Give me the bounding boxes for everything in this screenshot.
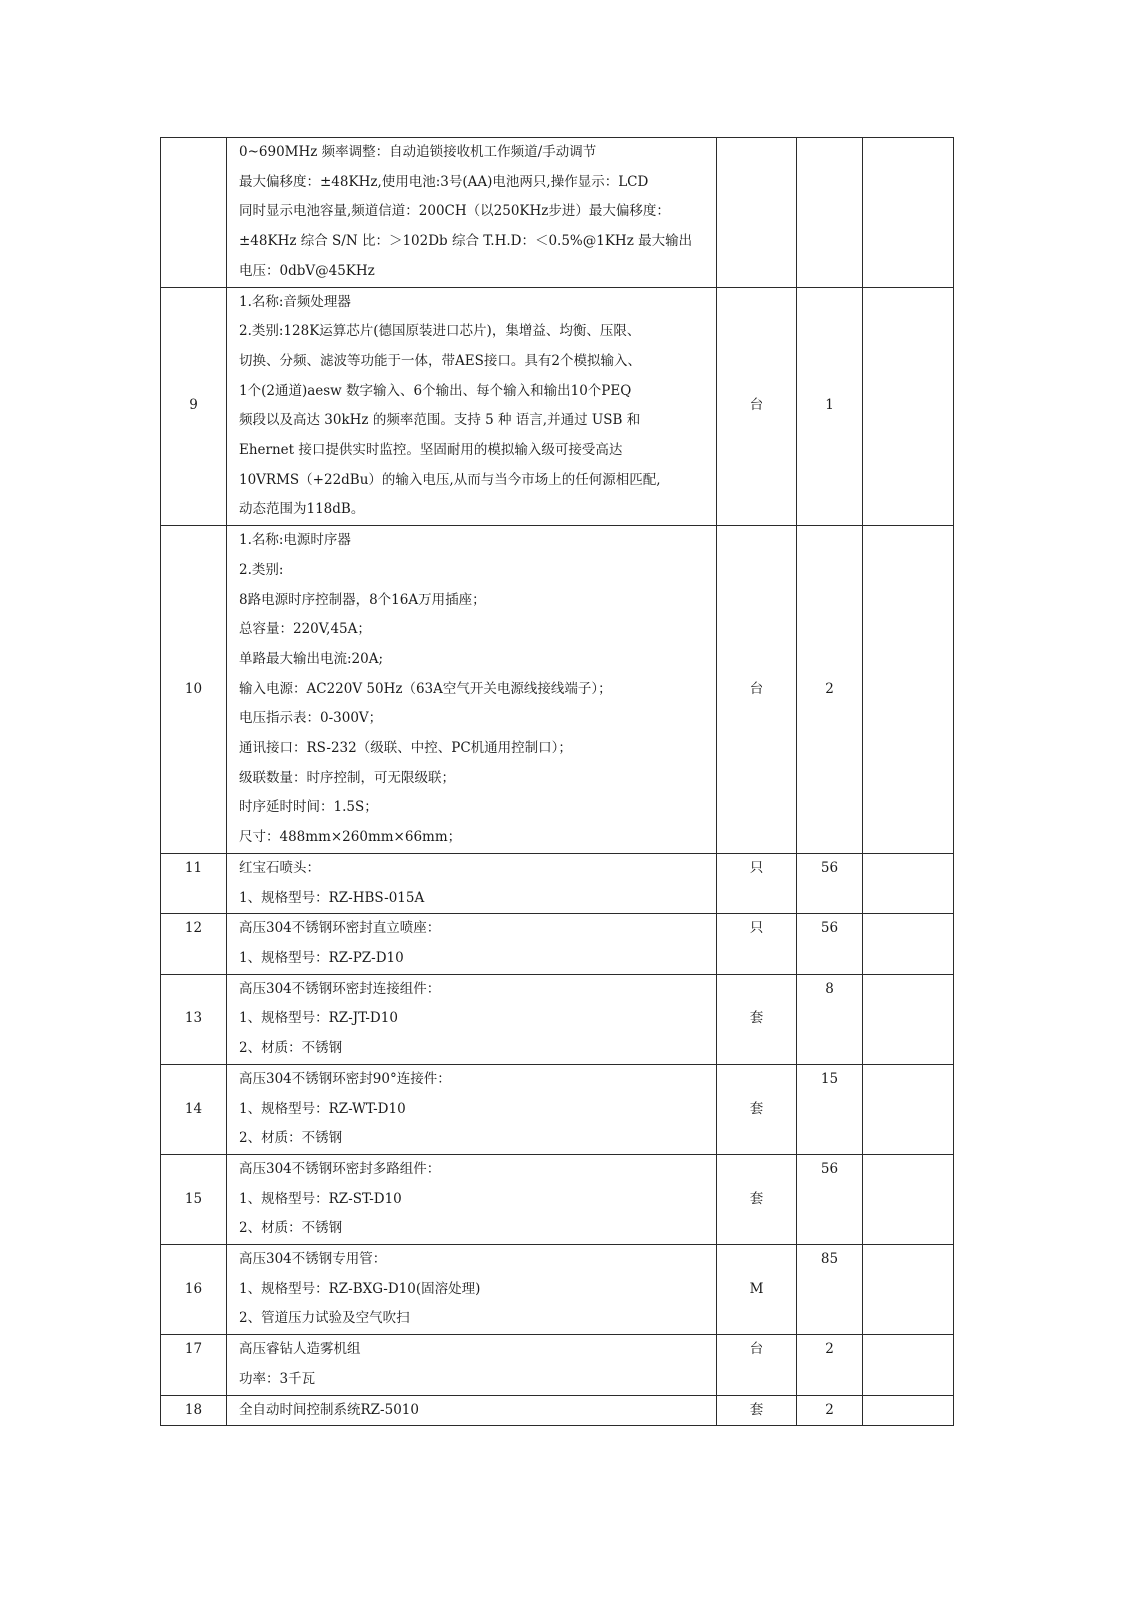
- item-description-cell: [227, 526, 717, 854]
- item-description-cell: [227, 1335, 717, 1395]
- description-line: 1、规格型号：RZ-WT-D10: [239, 1100, 406, 1117]
- table-body: [161, 138, 954, 1426]
- item-number-cell: 16: [161, 1245, 227, 1335]
- description-line: 输入电源：AC220V 50Hz（63A空气开关电源线接线端子）；: [239, 680, 612, 697]
- unit-cell: 套: [717, 974, 797, 1064]
- description-line: 单路最大输出电流:20A;: [239, 650, 384, 667]
- item-number-cell: 11: [161, 853, 227, 913]
- quantity-cell: 2: [797, 1335, 863, 1395]
- table-row: [161, 1154, 954, 1244]
- quantity-cell: 1: [797, 287, 863, 526]
- item-number-cell: 14: [161, 1064, 227, 1154]
- description-line: 高压304不锈钢专用管：: [239, 1251, 387, 1268]
- description-line: Ehernet 接口提供实时监控。坚固耐用的模拟输入级可接受高达: [239, 442, 623, 459]
- remark-cell: [863, 526, 954, 854]
- unit-cell: 套: [717, 1064, 797, 1154]
- description-line: 高压睿钻人造雾机组: [239, 1341, 361, 1358]
- table-row: [161, 138, 954, 288]
- item-number-cell: 9: [161, 287, 227, 526]
- description-line: 10VRMS（+22dBu）的输入电压,从而与当今市场上的任何源相匹配,: [239, 471, 661, 488]
- table-row: [161, 914, 954, 974]
- item-description-cell: [227, 974, 717, 1064]
- unit-cell: M: [717, 1245, 797, 1335]
- description-line: 1、规格型号：RZ-HBS-015A: [239, 889, 425, 906]
- remark-cell: [863, 853, 954, 913]
- description-line: 切换、分频、滤波等功能于一体，带AES接口。具有2个模拟输入、: [239, 352, 641, 369]
- description-line: 功率：3千瓦: [239, 1370, 316, 1387]
- remark-cell: [863, 1064, 954, 1154]
- description-line: 总容量：220V,45A；: [239, 621, 371, 638]
- quantity-cell: 56: [797, 914, 863, 974]
- description-line: 2.类别:: [239, 561, 284, 578]
- description-line: 高压304不锈钢环密封连接组件：: [239, 980, 441, 997]
- item-number-cell: 17: [161, 1335, 227, 1395]
- unit-cell: 套: [717, 1154, 797, 1244]
- table-row: [161, 853, 954, 913]
- description-line: ±48KHz 综合 S/N 比：＞102Db 综合 T.H.D：＜0.5%@1KHz 最大输出: [239, 233, 693, 250]
- description-line: 级联数量：时序控制，可无限级联；: [239, 769, 455, 786]
- remark-cell: [863, 974, 954, 1064]
- description-line: 尺寸：488mm×260mm×66mm；: [239, 829, 462, 846]
- description-line: 频段以及高达 30kHz 的频率范围。支持 5 种 语言,并通过 USB 和: [239, 412, 641, 429]
- remark-cell: [863, 914, 954, 974]
- description-line: 1.名称:电源时序器: [239, 532, 351, 549]
- item-description-cell: [227, 1245, 717, 1335]
- quantity-cell: 15: [797, 1064, 863, 1154]
- description-line: 电压：0dbV@45KHz: [239, 262, 375, 279]
- table-row: [161, 526, 954, 854]
- quantity-cell: 56: [797, 1154, 863, 1244]
- item-number-cell: 12: [161, 914, 227, 974]
- item-number-cell: 15: [161, 1154, 227, 1244]
- table-row: [161, 1064, 954, 1154]
- item-number-cell: [161, 138, 227, 288]
- item-description-cell: [227, 1154, 717, 1244]
- description-line: 1个(2通道)aesw 数字输入、6个输出、每个输入和输出10个PEQ: [239, 382, 632, 399]
- item-description-cell: [227, 287, 717, 526]
- quantity-cell: 2: [797, 526, 863, 854]
- description-line: 2.类别:128K运算芯片(德国原装进口芯片)，集增益、均衡、压限、: [239, 323, 641, 340]
- description-line: 高压304不锈钢环密封多路组件：: [239, 1160, 441, 1177]
- item-description-cell: [227, 1395, 717, 1426]
- table-row: [161, 1335, 954, 1395]
- description-line: 1、规格型号：RZ-ST-D10: [239, 1190, 402, 1207]
- quantity-cell: [797, 138, 863, 288]
- unit-cell: 台: [717, 1335, 797, 1395]
- quantity-cell: 8: [797, 974, 863, 1064]
- description-line: 2、材质：不锈钢: [239, 1040, 343, 1057]
- description-line: 电压指示表：0-300V；: [239, 710, 383, 727]
- description-line: 高压304不锈钢环密封90°连接件：: [239, 1070, 451, 1087]
- description-line: 1、规格型号：RZ-PZ-D10: [239, 949, 404, 966]
- description-line: 高压304不锈钢环密封直立喷座：: [239, 920, 441, 937]
- unit-cell: 台: [717, 526, 797, 854]
- unit-cell: 只: [717, 914, 797, 974]
- table-row: [161, 1245, 954, 1335]
- description-line: 2、管道压力试验及空气吹扫: [239, 1310, 410, 1327]
- description-line: 同时显示电池容量,频道信道：200CH（以250KHz步进）最大偏移度：: [239, 203, 670, 220]
- quantity-cell: 56: [797, 853, 863, 913]
- equipment-table: [160, 137, 954, 1426]
- item-description-cell: [227, 853, 717, 913]
- table-row: [161, 287, 954, 526]
- remark-cell: [863, 1395, 954, 1426]
- unit-cell: 只: [717, 853, 797, 913]
- description-line: 1.名称:音频处理器: [239, 293, 351, 310]
- remark-cell: [863, 138, 954, 288]
- item-description-cell: [227, 1064, 717, 1154]
- description-line: 2、材质：不锈钢: [239, 1220, 343, 1237]
- quantity-cell: 2: [797, 1395, 863, 1426]
- remark-cell: [863, 1245, 954, 1335]
- table-row: [161, 1395, 954, 1426]
- remark-cell: [863, 1154, 954, 1244]
- description-line: 红宝石喷头：: [239, 859, 320, 876]
- unit-cell: 套: [717, 1395, 797, 1426]
- description-line: 2、材质：不锈钢: [239, 1130, 343, 1147]
- unit-cell: 台: [717, 287, 797, 526]
- unit-cell: [717, 138, 797, 288]
- table-row: [161, 974, 954, 1064]
- remark-cell: [863, 1335, 954, 1395]
- item-number-cell: 10: [161, 526, 227, 854]
- description-line: 1、规格型号：RZ-JT-D10: [239, 1010, 398, 1027]
- item-description-cell: [227, 138, 717, 288]
- description-line: 全自动时间控制系统RZ-5010: [239, 1401, 419, 1418]
- description-line: 8路电源时序控制器，8个16A万用插座；: [239, 591, 486, 608]
- item-description-cell: [227, 914, 717, 974]
- description-line: 1、规格型号：RZ-BXG-D10(固溶处理): [239, 1280, 481, 1297]
- description-line: 最大偏移度：±48KHz,使用电池:3号(AA)电池两只,操作显示：LCD: [239, 173, 649, 190]
- description-line: 动态范围为118dB。: [239, 501, 365, 518]
- description-line: 0~690MHz 频率调整：自动追锁接收机工作频道/手动调节: [239, 144, 597, 160]
- quantity-cell: 85: [797, 1245, 863, 1335]
- description-line: 时序延时时间：1.5S；: [239, 799, 378, 816]
- item-number-cell: 13: [161, 974, 227, 1064]
- remark-cell: [863, 287, 954, 526]
- item-number-cell: 18: [161, 1395, 227, 1426]
- description-line: 通讯接口：RS-232（级联、中控、PC机通用控制口）；: [239, 740, 572, 757]
